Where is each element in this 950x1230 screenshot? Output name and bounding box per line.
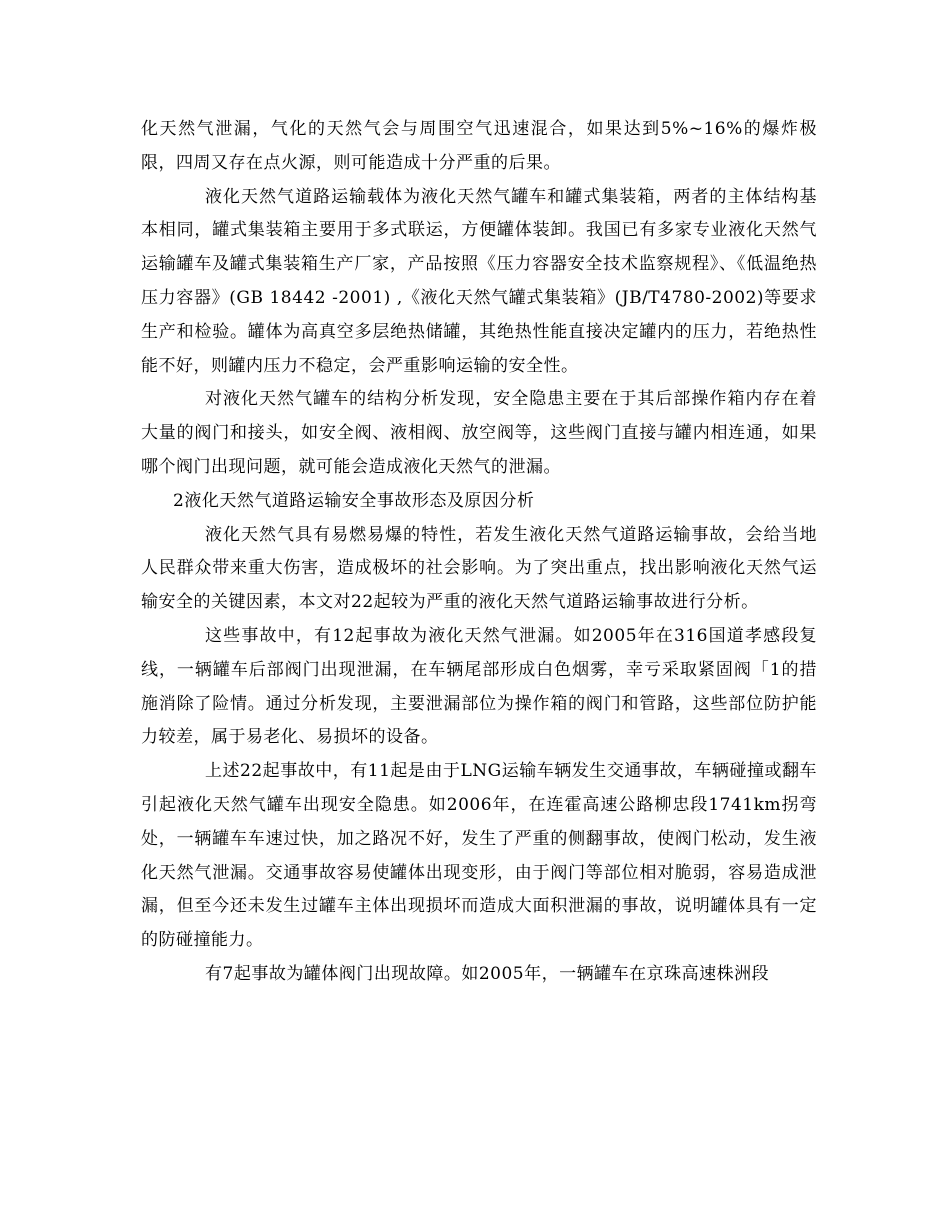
paragraph-accident-overview: 液化天然气具有易燃易爆的特性，若发生液化天然气道路运输事故，会给当地人民群众带来重大伤害，造成极坏的社会影响。为了突出重点，找出影响液化天然气运输安全的关键因素，本文对22起较为严重的液化天然气道路运输事故进行分析。	[141, 524, 817, 613]
paragraph-traffic-accidents: 上述22起事故中，有11起是由于LNG运输车辆发生交通事故，车辆碰撞或翻车引起液化天然气罐车出现安全隐患。如2006年，在连霍高速公路柳忠段1741km拐弯处，一辆罐车车速过快，加之路况不好，发生了严重的侧翻事故，使阀门松动，发生液化天然气泄漏。交通事故容易使罐体出现变形，由于阀门等部位相对脆弱，容易造成泄漏，但至今还未发生过罐车主体出现损坏而造成大面积泄漏的事故，说明罐体具有一定的防碰撞能力。	[141, 761, 817, 951]
paragraph-tank-structure-analysis: 对液化天然气罐车的结构分析发现，安全隐患主要在于其后部操作箱内存在着大量的阀门和接头，如安全阀、液相阀、放空阀等，这些阀门直接与罐内相连通，如果哪个阀门出现问题，就可能会造成液化天然气的泄漏。	[141, 389, 817, 477]
document-page	[141, 113, 817, 992]
section-heading: 2液化天然气道路运输安全事故形态及原因分析	[173, 490, 535, 511]
paragraph-lng-transport-carriers: 液化天然气道路运输载体为液化天然气罐车和罐式集装箱，两者的主体结构基本相同，罐式集装箱主要用于多式联运，方便罐体装卸。我国已有多家专业液化天然气运输罐车及罐式集装箱生产厂家，产品按照《压力容器安全技术监察规程》、《低温绝热压力容器》(GB 18442 -2001) ,《液化天然气罐式集装箱》(JB/T4780-2002)等要求生产和检验。罐体为高真空多层绝热储罐，其绝热性能直接决定罐内的压力，若绝热性能不好，则罐内压力不稳定，会严重影响运输的安全性。	[141, 186, 817, 376]
paragraph-continuation: 化天然气泄漏，气化的天然气会与周围空气迅速混合，如果达到5%~16%的爆炸极限，四周又存在点火源，则可能造成十分严重的后果。	[141, 119, 817, 173]
paragraph-leak-accidents: 这些事故中，有12起事故为液化天然气泄漏。如2005年在316国道孝感段复线，一辆罐车后部阀门出现泄漏，在车辆尾部形成白色烟雾，幸亏采取紧固阀「1的措施消除了险情。通过分析发现，主要泄漏部位为操作箱的阀门和管路，这些部位防护能力较差，属于易老化、易损坏的设备。	[141, 625, 817, 748]
paragraph-valve-failures: 有7起事故为罐体阀门出现故障。如2005年，一辆罐车在京珠高速株洲段	[205, 963, 770, 984]
